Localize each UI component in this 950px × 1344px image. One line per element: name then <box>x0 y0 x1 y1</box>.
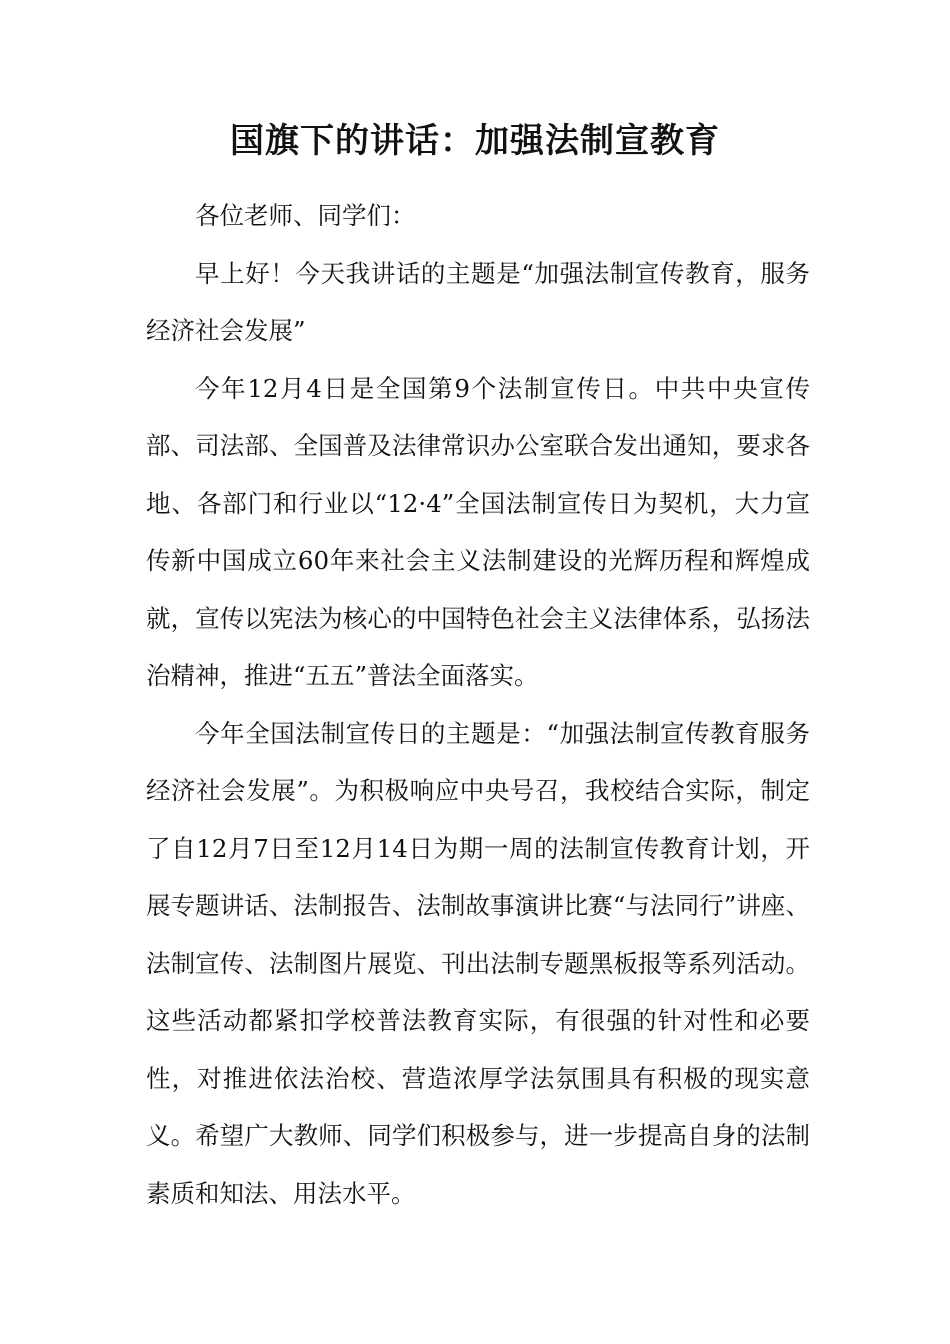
document-title: 国旗下的讲话：加强法制宣教育 <box>230 121 720 161</box>
paragraph-legal-day: 今年12月4日是全国第9个法制宣传日。中共中央宣传部、司法部、全国普及法律常识办公室联合发出通知，要求各地、各部门和行业以“12·4”全国法制宣传日为契机，大力宣传新中国成立60年来社会主义法制建设的光辉历程和辉煌成就，宣传以宪法为核心的中国特色社会主义法律体系，弘扬法治精神，推进“五五”普法全面落实。 <box>146 373 810 690</box>
paragraph-school-plan: 今年全国法制宣传日的主题是：“加强法制宣传教育服务经济社会发展”。为积极响应中央号召，我校结合实际，制定了自12月7日至12月14日为期一周的法制宣传教育计划，开展专题讲话、法制报告、法制故事演讲比赛“与法同行”讲座、法制宣传、法制图片展览、刊出法制专题黑板报等系列活动。这些活动都紧扣学校普法教育实际，有很强的针对性和必要性，对推进依法治校、营造浓厚学法氛围具有积极的现实意义。希望广大教师、同学们积极参与，进一步提高自身的法制素质和知法、用法水平。 <box>146 718 810 1208</box>
paragraph-opening: 早上好！今天我讲话的主题是“加强法制宣传教育，服务经济社会发展” <box>146 258 810 345</box>
document-body <box>146 187 810 1222</box>
paragraph-greeting: 各位老师、同学们： <box>195 201 416 230</box>
